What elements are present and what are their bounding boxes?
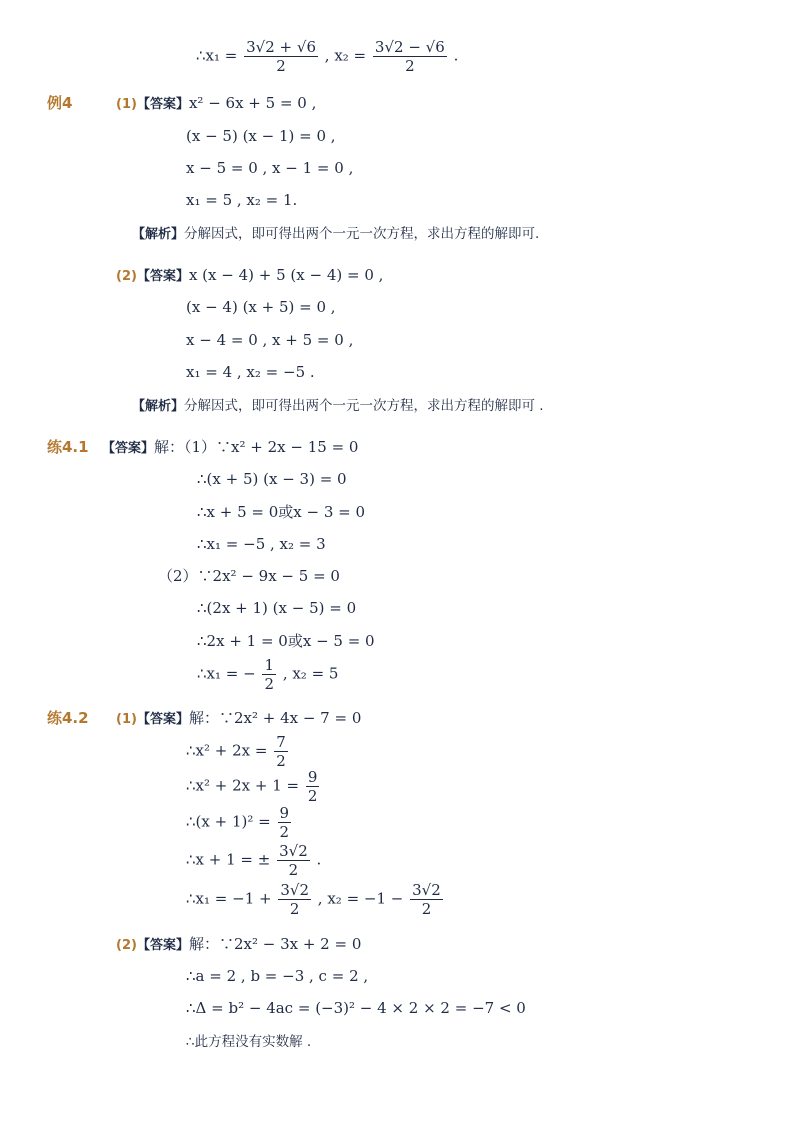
pr42-p2-eq2: ∴a = 2 , b = −3 , c = 2 , (186, 967, 369, 985)
x2-fraction: $\frac{3√2 - √6}{2}$ (374, 38, 445, 75)
ex4-p2-eq2: (x − 4) (x + 5) = 0 , (186, 298, 336, 316)
ex4-p2-answer-line (116, 265, 383, 287)
pr42-p2-eq4: ∴此方程没有实数解 . (186, 1034, 312, 1050)
ex4-p1-eq3: x − 5 = 0 , x − 1 = 0 , (186, 159, 354, 177)
x2-lhs: , x₂ = (324, 46, 367, 65)
ex4-p1-eq4: x₁ = 5 , x₂ = 1. (186, 191, 298, 209)
pr42-p1-eq6: ∴x₁ = −1 + $\frac{3√2}{2}$ , x₂ = −1 − $\frac{3√2}{2}$ (186, 881, 441, 918)
pr42-p1-answer-label: 【答案】 (136, 712, 189, 727)
pr42-p2-eq3: ∴Δ = b² − 4ac = (−3)² − 4 × 2 × 2 = −7 < 0 (186, 999, 526, 1017)
pr41-eq8: ∴x₁ = − $\frac{1}{2}$ , x₂ = 5 (197, 656, 339, 693)
ex4-p1-eq1: x² − 6x + 5 = 0 , (188, 94, 317, 112)
pr41-head-line (102, 437, 358, 459)
ex4-p1-answer-line (116, 93, 316, 115)
pr41-eq7: ∴2x + 1 = 0或x − 5 = 0 (197, 632, 375, 650)
ex4-p2-analysis (132, 395, 544, 417)
ex4-p1-analysis (132, 223, 539, 245)
top-solution-line (196, 38, 458, 75)
example-4-label: 例4 (47, 94, 73, 112)
x1-fraction: $\frac{3√2 + √6}{2}$ (246, 38, 316, 75)
x1-lhs: ∴x₁ = (196, 46, 238, 65)
pr42-p1-eq6-fraction-2: $\frac{3√2}{2}$ (412, 881, 441, 918)
pr41-eq4: ∴x₁ = −5 , x₂ = 3 (197, 535, 326, 553)
ex4-p1-tag: (1) (116, 97, 137, 112)
pr41-eq3: ∴x + 5 = 0或x − 3 = 0 (197, 503, 366, 521)
pr42-p1-eq4: ∴(x + 1)² = $\frac{9}{2}$ (186, 804, 290, 841)
pr41-eq8-fraction: $\frac{1}{2}$ (264, 656, 275, 693)
pr42-p2-head-line (116, 934, 361, 956)
pr41-eq2: ∴(x + 5) (x − 3) = 0 (197, 470, 347, 488)
pr41-eq6: ∴(2x + 1) (x − 5) = 0 (197, 599, 357, 617)
pr42-p1-head: 解：∵2x² + 4x − 7 = 0 (188, 709, 362, 727)
pr41-p2-head: （2）∵2x² − 9x − 5 = 0 (158, 567, 340, 585)
pr42-p1-tag: (1) (116, 712, 137, 727)
pr42-p1-eq5: ∴x + 1 = ± $\frac{3√2}{2}$ . (186, 842, 322, 879)
pr41-answer-label: 【答案】 (102, 441, 155, 456)
ex4-p2-eq4: x₁ = 4 , x₂ = −5 . (186, 363, 315, 381)
pr42-p1-eq5-fraction: $\frac{3√2}{2}$ (279, 842, 308, 879)
ex4-p2-tag: (2) (116, 269, 137, 284)
practice-4-2-label: 练4.2 (47, 709, 89, 727)
ex4-p2-eq3: x − 4 = 0 , x + 5 = 0 , (186, 331, 354, 349)
ex4-p1-answer-label: 【答案】 (136, 97, 189, 112)
pr42-p2-answer-label: 【答案】 (136, 938, 189, 953)
pr42-p1-head-line (116, 708, 361, 730)
ex4-p1-analysis-label: 【解析】 (132, 227, 185, 242)
pr42-p1-eq6-fraction-1: $\frac{3√2}{2}$ (280, 881, 310, 918)
ex4-p2-analysis-text: 分解因式，即可得出两个一元一次方程，求出方程的解即可 . (184, 398, 544, 414)
ex4-p2-eq1: x (x − 4) + 5 (x − 4) = 0 , (188, 266, 384, 284)
pr42-p1-eq2-fraction: $\frac{7}{2}$ (276, 733, 286, 770)
pr42-p1-eq3: ∴x² + 2x + 1 = $\frac{9}{2}$ (186, 768, 318, 805)
pr42-p1-eq4-fraction: $\frac{9}{2}$ (279, 804, 290, 841)
pr42-p2-tag: (2) (116, 938, 137, 953)
pr42-p1-eq2: ∴x² + 2x = $\frac{7}{2}$ (186, 733, 286, 770)
pr42-p2-head: 解：∵2x² − 3x + 2 = 0 (188, 935, 362, 953)
pr42-p1-eq3-fraction: $\frac{9}{2}$ (307, 768, 318, 805)
ex4-p2-answer-label: 【答案】 (136, 269, 189, 284)
practice-4-1-label: 练4.1 (47, 438, 89, 456)
ex4-p1-analysis-text: 分解因式，即可得出两个一元一次方程，求出方程的解即可. (184, 226, 540, 242)
ex4-p1-eq2: (x − 5) (x − 1) = 0 , (186, 127, 336, 145)
ex4-p2-analysis-label: 【解析】 (132, 399, 185, 414)
top-end-period: . (453, 46, 459, 65)
pr41-head: 解：（1）∵x² + 2x − 15 = 0 (154, 438, 359, 456)
